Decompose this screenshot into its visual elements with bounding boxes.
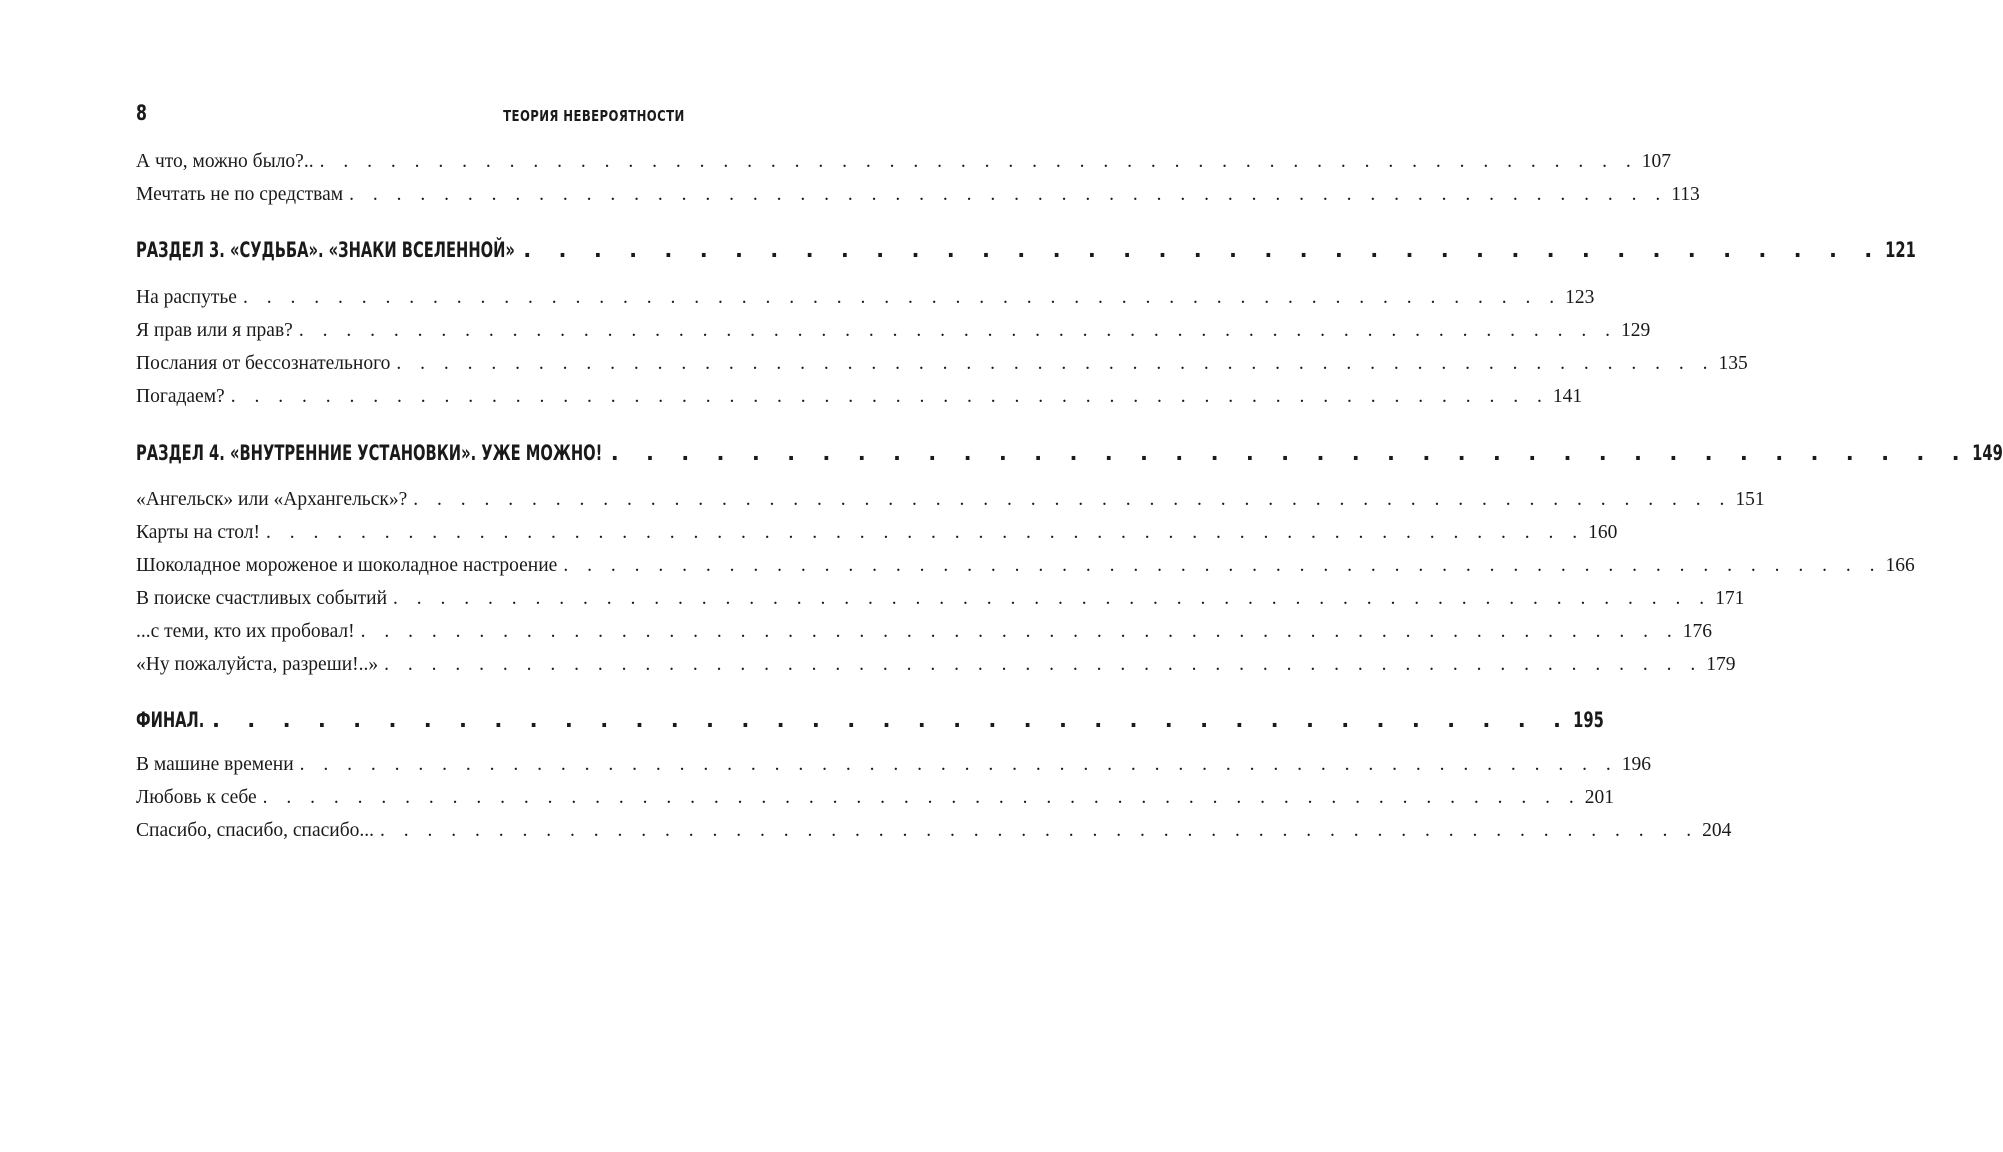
toc-entry-title: «Ну пожалуйста, разреши!..» <box>136 654 379 675</box>
toc-entry <box>136 618 1713 646</box>
toc-entry <box>136 784 1615 812</box>
dot-leader: . . . . . . . . . . . . . . . . . . . . . . . . . . . . . . . . . . . . . . . . . . . . . . . . . . . . . . . . <box>242 287 1562 308</box>
toc-entry-title: Я прав или я прав? <box>136 320 293 341</box>
dot-leader: . . . . . . . . . . . . . . . . . . . . . . . . . . . . . . . . . . . . . . . . . . . . . . . . . . . . . . . . <box>230 386 1549 407</box>
dot-leader: . . . . . . . . . . . . . . . . . . . . . . . . . . . . . . . . . . . . . . . . . . . . . . . . . . . . . . . . <box>299 754 1618 775</box>
toc-entry <box>136 519 1618 547</box>
toc-entry-page: 160 <box>1588 522 1618 543</box>
dot-leader: . . . . . . . . . . . . . . . . . . . . . . . . . . . . . . . . . . . . . . . . . . . . . . . . . . . . . . . . <box>298 320 1617 341</box>
toc-section-title: РАЗДЕЛ 3. «СУДЬБА». «ЗНАКИ ВСЕЛЕННОЙ» <box>136 238 515 262</box>
toc-entry-title: Шоколадное мороженое и шоколадное настроение <box>136 555 558 576</box>
toc-entry-title: Карты на стол! <box>136 522 260 543</box>
dot-leader: . . . . . . . . . . . . . . . . . . . . . . . . . . . . . . . . . . . . . . . . . . . . . . . . . . . . . . . . <box>262 787 1581 808</box>
toc-section-title: РАЗДЕЛ 4. «ВНУТРЕННИЕ УСТАНОВКИ». УЖЕ МОЖНО! <box>136 441 603 465</box>
toc-entry <box>136 817 1732 845</box>
toc-entry-title: Послания от бессознательного <box>136 353 391 374</box>
dot-leader: . . . . . . . . . . . . . . . . . . . . . . . . . . . . . . . . . . . . . . . . . . . . . . . . . . . . . . . . <box>396 353 1715 374</box>
toc-section <box>136 703 1605 737</box>
toc-section-page: 121 <box>1884 238 1916 262</box>
toc-entry-title: На распутье <box>136 287 237 308</box>
dot-leader: . . . . . . . . . . . . . . . . . . . . . . . . . . . . . . . . . . . . . . . . . . . . . . . . . . . . . . . . <box>349 184 1668 205</box>
toc-entry-title: Любовь к себе <box>136 787 257 808</box>
dot-leader: . . . . . . . . . . . . . . . . . . . . . . . . . . . . . . . . . . . . . . . <box>212 708 1571 732</box>
toc-entry <box>136 651 1736 679</box>
toc-entry <box>136 751 1652 779</box>
dot-leader: . . . . . . . . . . . . . . . . . . . . . . . . . . . . . . . . . . . . . . . . . . . . . . . . . . . . . . . . <box>319 151 1638 172</box>
toc-entry-title: Мечтать не по средствам <box>136 184 344 205</box>
toc-section-title: ФИНАЛ. <box>136 708 205 732</box>
toc-entry-title: Спасибо, спасибо, спасибо... <box>136 820 374 841</box>
toc-entry-page: 107 <box>1641 151 1671 172</box>
toc-entry-title: «Ангельск» или «Архангельск»? <box>136 489 408 510</box>
book-page <box>136 0 2003 1152</box>
book-title: ТЕОРИЯ НЕВЕРОЯТНОСТИ <box>503 107 685 125</box>
toc-section-page: 149 <box>1972 441 2003 465</box>
toc-entry-page: 135 <box>1718 353 1748 374</box>
toc-entry-page: 113 <box>1671 184 1700 205</box>
running-head <box>136 98 685 124</box>
dot-leader: . . . . . . . . . . . . . . . . . . . . . . . . . . . . . . . . . . . . . . . . . . . . . . . . . . . . . . . . <box>384 654 1703 675</box>
toc-entry <box>136 284 1595 312</box>
toc-entry <box>136 486 1765 514</box>
toc-entry-page: 166 <box>1885 555 1915 576</box>
toc-entry <box>136 383 1583 411</box>
dot-leader: . . . . . . . . . . . . . . . . . . . . . . . . . . . . . . . . . . . . . . . . . . . . . . . . . . . . . . . . <box>380 820 1699 841</box>
toc-entry-title: Погадаем? <box>136 386 225 407</box>
dot-leader: . . . . . . . . . . . . . . . . . . . . . . . . . . . . . . . . . . . . . . . . . . . . . . . . . . . . . . . . <box>266 522 1585 543</box>
dot-leader: . . . . . . . . . . . . . . . . . . . . . . . . . . . . . . . . . . . . . . . . . . . . . . . . . . . . . . . . <box>360 621 1679 642</box>
toc-entry-page: 123 <box>1565 287 1595 308</box>
toc-entry-page: 141 <box>1552 386 1583 407</box>
toc-section <box>136 436 2003 470</box>
toc-section <box>136 233 1916 267</box>
dot-leader: . . . . . . . . . . . . . . . . . . . . . . . . . . . . . . . . . . . . . . . . . . . . . . . . . . . . . . . . <box>413 489 1732 510</box>
toc-entry-page: 201 <box>1584 787 1615 808</box>
toc-entry-page: 179 <box>1706 654 1736 675</box>
toc-entry-page: 151 <box>1735 489 1765 510</box>
toc-entry <box>136 350 1748 378</box>
toc-entry <box>136 552 1915 580</box>
toc-entry-title: В поиске счастливых событий <box>136 588 388 609</box>
page-number: 8 <box>136 101 147 125</box>
toc-entry-title: В машине времени <box>136 754 294 775</box>
dot-leader: . . . . . . . . . . . . . . . . . . . . . . . . . . . . . . . . . . . . . . . <box>523 238 1883 262</box>
toc-section-page: 195 <box>1573 708 1605 732</box>
dot-leader: . . . . . . . . . . . . . . . . . . . . . . . . . . . . . . . . . . . . . . . . . . . . . . . . . . . . . . . . <box>563 555 1882 576</box>
toc-entry-page: 204 <box>1702 820 1732 841</box>
toc-entry <box>136 317 1651 345</box>
toc-entry-page: 176 <box>1682 621 1713 642</box>
toc-entry <box>136 148 1671 176</box>
toc-entry <box>136 181 1700 209</box>
toc-entry-title: А что, можно было?.. <box>136 151 314 172</box>
toc-entry-title: ...с теми, кто их пробовал! <box>136 621 355 642</box>
toc-entry <box>136 585 1745 613</box>
dot-leader: . . . . . . . . . . . . . . . . . . . . . . . . . . . . . . . . . . . . . . . <box>610 441 1970 465</box>
dot-leader: . . . . . . . . . . . . . . . . . . . . . . . . . . . . . . . . . . . . . . . . . . . . . . . . . . . . . . . . <box>393 588 1712 609</box>
toc-entry-page: 129 <box>1620 320 1651 341</box>
toc-entry-page: 171 <box>1715 588 1745 609</box>
toc-entry-page: 196 <box>1621 754 1652 775</box>
